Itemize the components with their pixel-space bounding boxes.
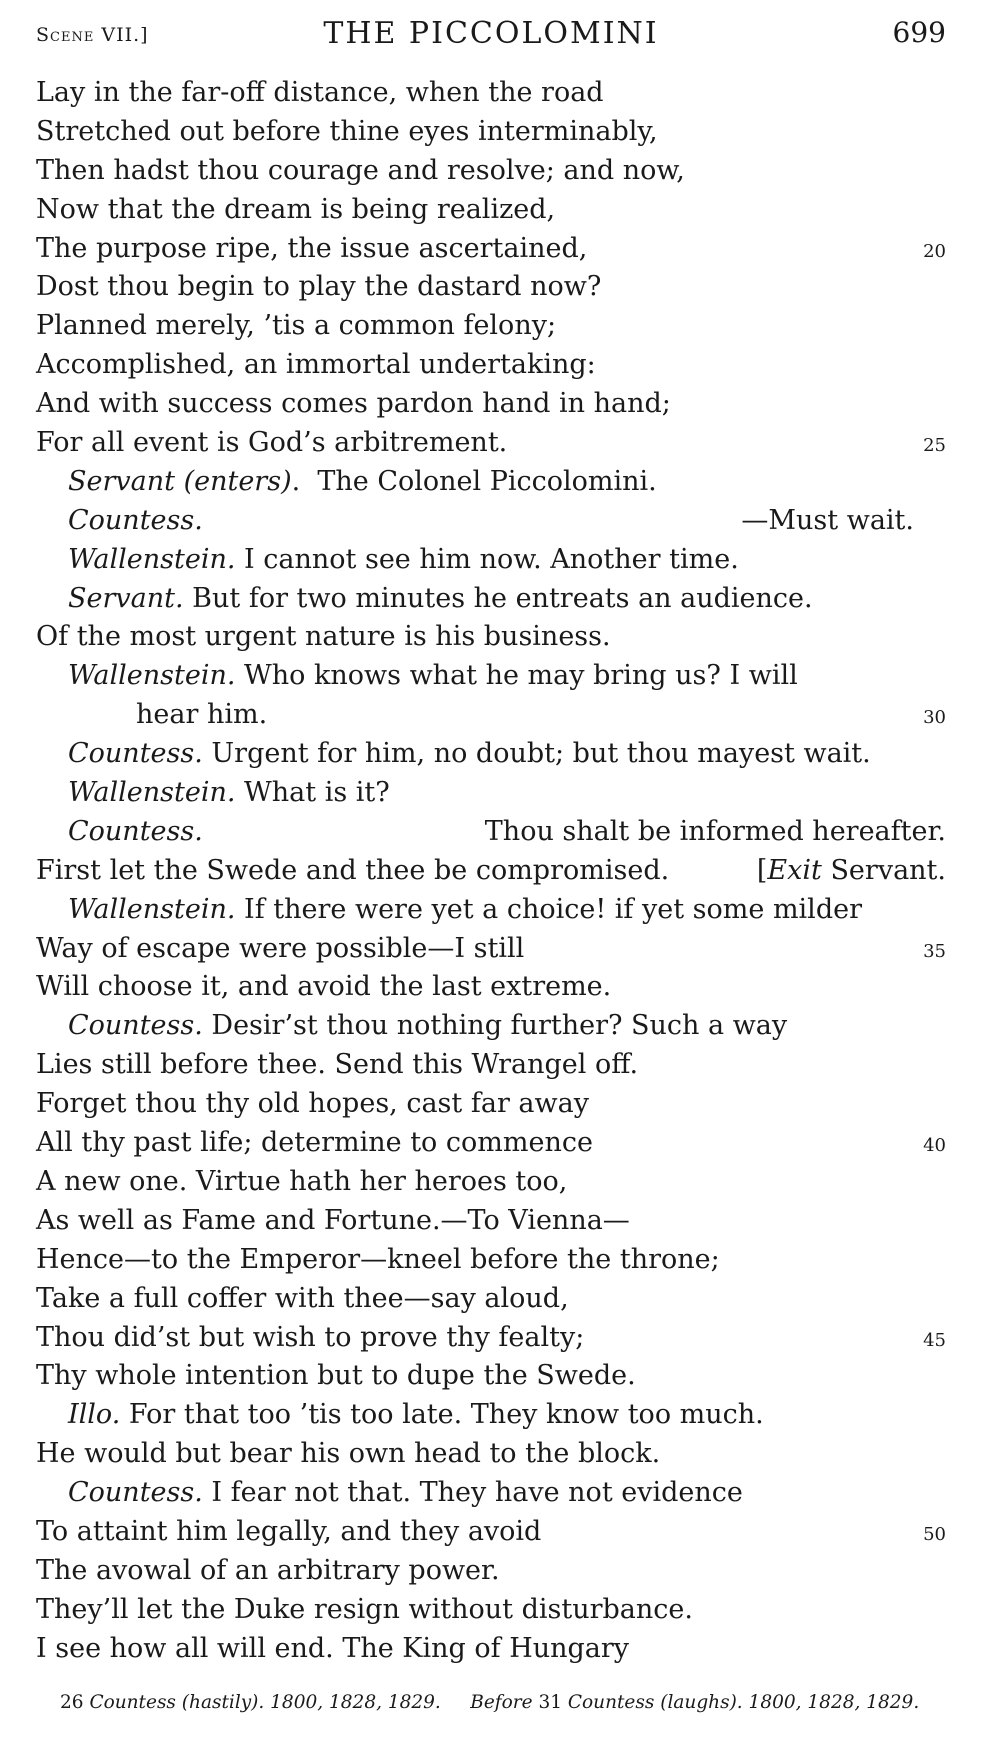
- stage-direction: (enters): [183, 465, 292, 497]
- speaker-name: Servant: [68, 465, 175, 497]
- footnotes: [60, 1688, 940, 1718]
- line-number: 45: [923, 1329, 946, 1351]
- verse-line: Forget thou thy old hopes, cast far away: [36, 1088, 589, 1120]
- speech-line: Servant. But for two minutes he entreats an audience.: [68, 582, 813, 614]
- speaker-name: Countess.: [68, 815, 203, 847]
- verse-line: First let the Swede and thee be compromised. [Exit Servant.: [36, 852, 946, 891]
- speaker-name: Countess.: [68, 738, 203, 770]
- page-title: THE PICCOLOMINI: [323, 16, 659, 51]
- verse-line: Now that the dream is being realized,: [36, 193, 556, 225]
- speaker-name: Illo.: [68, 1399, 121, 1431]
- verse-line: Dost thou begin to play the dastard now?: [36, 271, 602, 303]
- scene-label: Scene VII.]: [36, 24, 149, 46]
- verse-line: Take a full coffer with thee—say aloud,: [36, 1282, 569, 1314]
- speech-line: Wallenstein. If there were yet a choice! if yet some milder: [68, 893, 862, 925]
- verse-line: The avowal of an arbitrary power.: [36, 1554, 500, 1586]
- speech-line: Countess. Desir’st thou nothing further? Such a way: [68, 1010, 788, 1042]
- verse-line: For all event is God’s arbitrement. 25: [36, 424, 946, 463]
- speech-line: Countess. Urgent for him, no doubt; but thou mayest wait.: [68, 738, 871, 770]
- speech-line: Countess. Thou shalt be informed hereafter.: [68, 815, 946, 847]
- speaker-name: Wallenstein.: [68, 893, 236, 925]
- speaker-name: Countess.: [68, 504, 203, 536]
- verse-line: Hence—to the Emperor—kneel before the throne;: [36, 1243, 720, 1275]
- speech-line: Countess. I fear not that. They have not evidence: [68, 1477, 743, 1509]
- verse-line: Thou did’st but wish to prove thy fealty; 45: [36, 1319, 946, 1358]
- page-number: 699: [892, 16, 946, 49]
- verse-line: Then hadst thou courage and resolve; and now,: [36, 154, 685, 186]
- speaker-name: Wallenstein.: [68, 660, 236, 692]
- speaker-name: Countess.: [68, 1477, 203, 1509]
- speaker-name: Servant.: [68, 582, 184, 614]
- verse-line: As well as Fame and Fortune.—To Vienna—: [36, 1204, 630, 1236]
- speaker-name: Countess.: [68, 1010, 203, 1042]
- speaker-name: Wallenstein.: [68, 543, 236, 575]
- line-number: 35: [923, 940, 946, 962]
- line-number: 50: [923, 1523, 946, 1545]
- exit-direction: [Exit Servant.: [756, 854, 946, 886]
- verse-line: And with success comes pardon hand in hand;: [36, 388, 671, 420]
- speech-line: Illo. For that too ’tis too late. They know too much.: [68, 1399, 764, 1431]
- verse-line: Way of escape were possible—I still 35: [36, 930, 946, 969]
- verse-line: Stretched out before thine eyes interminably,: [36, 115, 658, 147]
- line-number: 20: [923, 240, 946, 262]
- verse-line: A new one. Virtue hath her heroes too,: [36, 1165, 568, 1197]
- verse-line: All thy past life; determine to commence 40: [36, 1124, 946, 1163]
- verse-text: [36, 74, 946, 1669]
- verse-line: The purpose ripe, the issue ascertained, 20: [36, 230, 946, 269]
- speech-line: Countess. —Must wait.: [68, 504, 914, 536]
- verse-line: They’ll let the Duke resign without disturbance.: [36, 1593, 693, 1625]
- footnote-number: 26: [60, 1692, 84, 1713]
- footnote-line: 26 Countess (hastily). 1800, 1828, 1829. Before 31 Countess (laughs). 1800, 1828, 1829.: [60, 1692, 920, 1713]
- footnote-number: 31: [538, 1692, 562, 1713]
- verse-line: hear him. 30: [36, 696, 946, 735]
- verse-line: To attaint him legally, and they avoid 50: [36, 1513, 946, 1552]
- running-header: [36, 16, 946, 56]
- line-number: 40: [923, 1135, 946, 1157]
- speech-line: Servant (enters). The Colonel Piccolomini.: [68, 465, 657, 497]
- verse-line: He would but bear his own head to the block.: [36, 1438, 661, 1470]
- line-number: 25: [923, 435, 946, 457]
- verse-line: Planned merely, ’tis a common felony;: [36, 310, 557, 342]
- verse-line: Accomplished, an immortal undertaking:: [36, 349, 596, 381]
- speech-line: Wallenstein. I cannot see him now. Another time.: [68, 543, 739, 575]
- verse-line: Lies still before thee. Send this Wrangel off.: [36, 1049, 639, 1081]
- speaker-name: Wallenstein.: [68, 777, 236, 809]
- verse-line: I see how all will end. The King of Hungary: [36, 1632, 630, 1664]
- line-number: 30: [923, 707, 946, 729]
- verse-line: Thy whole intention but to dupe the Swede.: [36, 1360, 636, 1392]
- verse-line: Will choose it, and avoid the last extreme.: [36, 971, 612, 1003]
- speech-line: Wallenstein. What is it?: [68, 777, 390, 809]
- verse-line: Of the most urgent nature is his business.: [36, 621, 611, 653]
- speech-line: Wallenstein. Who knows what he may bring us? I will: [68, 660, 798, 692]
- verse-line: Lay in the far-off distance, when the road: [36, 77, 604, 108]
